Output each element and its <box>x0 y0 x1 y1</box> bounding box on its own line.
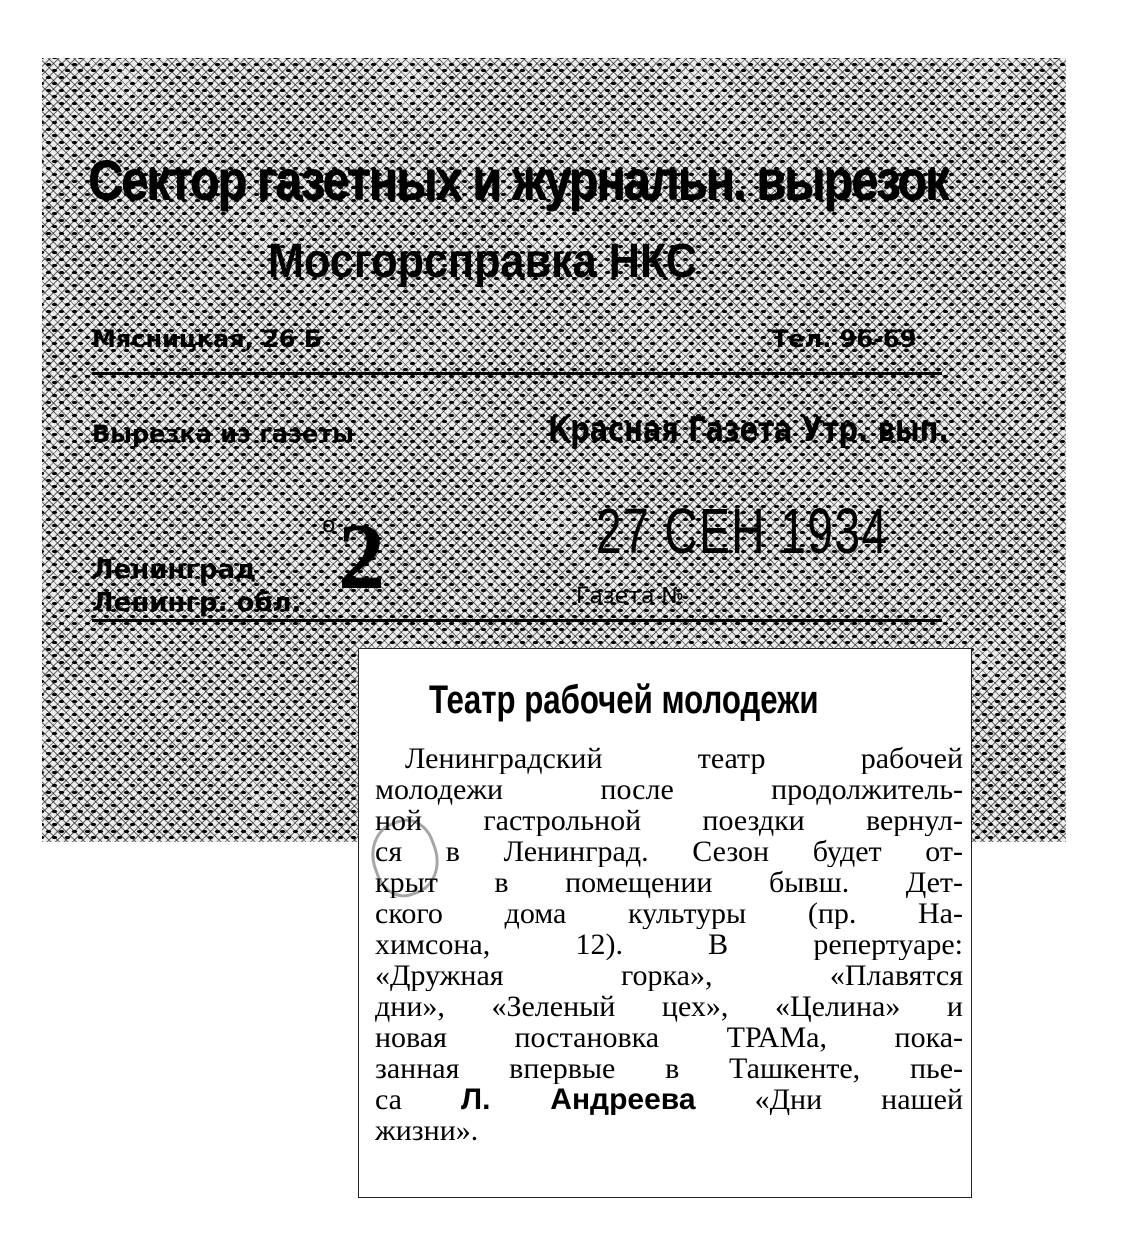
date-stamp: 27 СЕН 1934 <box>596 495 889 567</box>
article-line-author <box>375 1084 963 1115</box>
article-line-end: «Дни нашей <box>754 1084 963 1115</box>
article-line: химсона, 12). В репертуаре: <box>375 929 963 960</box>
gazeta-number-label: Газета № <box>576 584 685 609</box>
article-line: «Дружная горка», «Плавятся <box>375 960 963 991</box>
card-title: Сектор газетных и журнальн. вырезок <box>88 148 948 211</box>
header-divider <box>92 372 942 375</box>
article-line: ной гастрольной поездки вернул- <box>375 805 963 836</box>
article-body <box>375 743 963 1146</box>
article-line: занная впервые в Ташкенте, пье- <box>375 1053 963 1084</box>
cut-from-label: Вырезка из газеты <box>92 420 354 448</box>
article-author: Л. Андреева <box>461 1084 696 1115</box>
newspaper-name: Красная Газета Утр. вып. <box>548 410 949 450</box>
article-line: ского дома культуры (пр. На- <box>375 898 963 929</box>
city-line-2: Ленингр. обл. <box>92 588 302 618</box>
card-phone: Тел. 96-69 <box>772 325 917 353</box>
article-line: жизни». <box>375 1115 479 1146</box>
article-headline: Театр рабочей молодежи <box>429 678 819 722</box>
issue-prefix: о <box>322 513 336 538</box>
article-line: дни», «Зеленый цех», «Целина» и <box>375 991 963 1022</box>
footer-divider <box>92 619 942 622</box>
card-address: Мясницкая, 26 Б <box>92 325 323 353</box>
article-line: крыт в помещении бывш. Дет- <box>375 867 963 898</box>
article-line: новая постановка ТРАМа, пока- <box>375 1022 963 1053</box>
issue-number: 2 <box>338 505 385 609</box>
article-line: молодежи после продолжитель- <box>375 774 963 805</box>
newspaper-clipping <box>358 648 972 1198</box>
article-line: ся в Ленинград. Сезон будет от- <box>375 836 963 867</box>
article-line-start: са <box>375 1084 402 1115</box>
article-line: Ленинградский театр рабочей <box>405 743 963 774</box>
city-line-1: Ленинград <box>92 555 257 585</box>
card-subtitle: Мосгорсправка НКС <box>268 235 697 288</box>
